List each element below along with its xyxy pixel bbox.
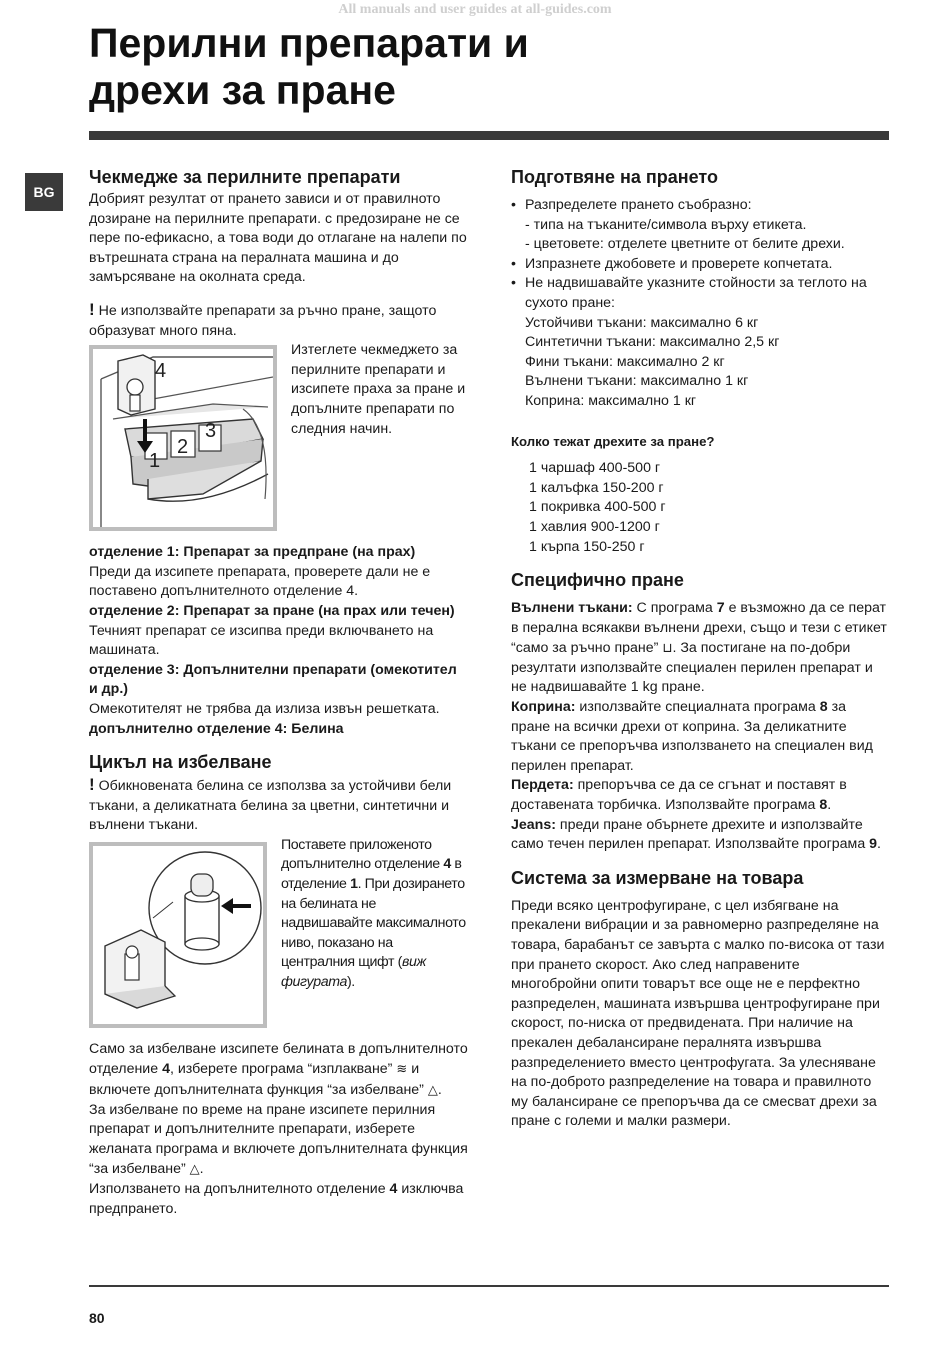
bleach-only-paragraph [89,1040,469,1101]
jeans-label: Jeans: [511,816,556,833]
bleach-figure [89,842,267,1028]
title-divider [89,131,889,140]
right-column [511,166,889,1132]
text-part: . [199,1161,204,1178]
program-number: 9 [869,836,878,853]
prep-list [511,196,889,412]
weight-item: 1 калъфка 150-200 г [529,479,664,496]
text-part: За избелване по време на пране изсипете перилния препарат и допълнителните препарати, изберете желаната програма и включете допълнителната функция “за избелване” [89,1101,468,1178]
text-part: С програма [632,600,717,617]
program-number: 7 [716,600,725,617]
title-line-2: дрехи за пране [89,67,396,113]
special-heading: Специфично пране [511,570,684,591]
weights-list [511,459,889,557]
text-part: . [437,1082,442,1099]
drawer-figure-caption: Изтеглете чекмеджето за перилните препарати и изсипете праха за пране и допълните препарати по следния начин. [291,342,466,437]
page-number: 80 [89,1310,105,1326]
text-part: изключва предпрането. [89,1181,464,1217]
warning-icon: ! [89,775,95,795]
bleach-figure-caption [281,836,469,993]
caption-part: . При дозирането на белината не надвишавайте максималното ниво, показано на централния щифт ( [281,876,466,971]
compartment-3-text: Омекотителят не трябва да излиза извън решетката. [89,700,440,717]
text-part: Само за избелване изсипете белината в допълнителното отделение [89,1040,468,1078]
bleach-warning [89,775,469,836]
drawer-intro: Добрият резултат от прането зависи и от правилното дозиране на перилните препарати. с предозиране не се пере по-ефикасно, а това води до отлагане на налепи по вътрешната страна на пералната машина и до замърсяване на околната среда. [89,191,467,286]
watermark: All manuals and user guides at all-guides.com [338,2,612,17]
list-item [511,274,889,411]
text-part: преди пране обърнете дрехите и използвайте само течен перилен препарат. Използвайте програма [511,816,870,853]
bleach-icon: △ [189,1161,200,1177]
text-part: и включете допълнителната функция “за избелване” [89,1061,428,1099]
curtains-paragraph [511,776,889,815]
caption-bold-4: 4 [443,856,451,873]
list-subitem: - типа на тъканите/символа върху етикета. [525,216,807,233]
caption-bold-1: 1 [350,876,358,893]
text-part: препоръчва се да се сгънат и поставят в доставената торбичка. Използвайте програма [511,777,847,814]
drawer-heading: Чекмедже за перилните препарати [89,167,401,187]
text-part: . За постигане на по-добри резултати използвайте специален перилен препарат и не надвишавайте 1 kg пране. [511,640,873,696]
compartment-3-title: отделение 3: Допълнителни препарати (омекотител и др.) [89,661,457,698]
compartment-label-2: 2 [177,436,189,459]
list-item-text: Изпразнете джобовете и проверете копчетата. [525,255,833,272]
caption-part: ). [346,974,355,991]
prep-heading: Подготвяне на прането [511,167,718,187]
load-heading: Система за измерване на товара [511,867,804,888]
prewash-exclusion-paragraph [89,1180,469,1219]
weights-question: Колко тежат дрехите за пране? [511,433,715,449]
hand-wash-icon: ⊔ [662,640,673,656]
compartment-4-title: допълнително отделение 4: Белина [89,720,344,737]
compartment-1-title: отделение 1: Препарат за предпране (на прах) [89,544,416,561]
weight-limit: Коприна: максимално 1 кг [525,392,697,409]
weight-item: 1 покривка 400-500 г [529,499,666,516]
text-part: . [877,836,881,853]
text-part: е възможно да се перат в перална всякакви вълнени дрехи, също и тези с етикет “само за ръчно пране” [511,600,887,657]
compartment-2-title: отделение 2: Препарат за пране (на прах или течен) [89,602,455,619]
weight-item: 1 кърпа 150-250 г [529,538,645,555]
list-item-text: Разпределете прането съобразно: [525,197,752,213]
text-part: за пране на всички дрехи от коприна. За деликатните тъкани се препоръчва използването на специален вид перилен препарат. [511,699,873,774]
text-part: , изберете програма “изплакване” [169,1061,397,1078]
weight-limit: Вълнени тъкани: максимално 1 кг [525,373,749,390]
text-part: . [827,797,832,814]
warning-text: Не използвайте препарати за ръчно пране, защото образуват много пяна. [89,302,437,339]
wool-paragraph [511,599,889,698]
compartment-1-text: Преди да изсипете препарата, проверете дали не е поставено допълнителното отделение 4. [89,563,431,600]
text-bold: 4 [162,1061,170,1078]
silk-paragraph [511,698,889,776]
list-item [511,196,889,255]
drawer-illustration [93,349,273,527]
warning-paragraph [89,300,469,341]
caption-part: в отделение [281,856,462,893]
page-title [89,20,909,114]
weight-limit: Устойчиви тъкани: максимално 6 кг [525,314,759,331]
text-bold: 4 [389,1181,398,1198]
list-subitem: - цветовете: отделете цветните от белите дрехи. [525,236,845,253]
left-column [89,166,469,1219]
list-item [511,255,889,275]
language-tab: BG [25,173,63,211]
silk-label: Коприна: [511,699,576,716]
jeans-paragraph [511,816,889,855]
title-line-1: Перилни препарати и [89,20,529,66]
weight-item: 1 чаршаф 400-500 г [529,460,661,477]
bleach-icon: △ [427,1082,438,1098]
weight-limit: Фини тъкани: максимално 2 кг [525,353,725,370]
caption-italic: виж фигурата [281,954,426,991]
drawer-figure [89,345,277,531]
compartment-label-3: 3 [205,420,217,443]
compartment-2-text: Течният препарат се изсипва преди включването на машината. [89,622,434,659]
weight-item: 1 хавлия 900-1200 г [529,518,660,535]
weight-limit: Синтетични тъкани: максимално 2,5 кг [525,334,780,351]
program-number: 8 [819,797,828,814]
list-item-text: Не надвишавайте указните стойности за теглото на сухото пране: [525,275,867,311]
caption-part: Поставете приложеното допълнително отделение [281,836,444,873]
text-part: Използването на допълнителното отделение [89,1181,390,1198]
program-number: 8 [819,699,828,716]
bleach-heading: Цикъл на избелване [89,752,272,773]
compartment-label-4: 4 [155,360,167,383]
wool-label: Вълнени тъкани: [511,600,633,617]
warning-icon: ! [89,299,95,319]
text-part: използвайте специалната програма [575,699,820,716]
curtains-label: Пердета: [511,777,574,794]
bleach-during-wash-paragraph [89,1101,469,1180]
bleach-warning-text: Обикновената белина се използва за устойчиви бели тъкани, а деликатната белина за цветни, синтетични и вълнени тъкани. [89,778,452,834]
load-text: Преди всяко центрофугиране, с цел избягване на прекалени вибрации и за равномерно разпределяне на товара, барабанът се завърта с малко по-висока от тази при прането скорост. Ако след направените многобройни опити товарът все още не е перфектно разпределен, машината извършва центрофугиране при скорост, по-ниска от предвидената. При наличие на прекален дебалансиране пералнята извършва разпределението вместо центрофугата. За улесняване на по-доброто разпределение на товара и правилното му балансиране се препоръчва да се смесват дрехи за пране с големи и малки размери. [511,897,885,1130]
bleach-illustration [93,846,263,1024]
footer-divider [89,1285,889,1287]
compartment-label-1: 1 [149,450,161,473]
rinse-icon: ≋ [396,1061,408,1077]
